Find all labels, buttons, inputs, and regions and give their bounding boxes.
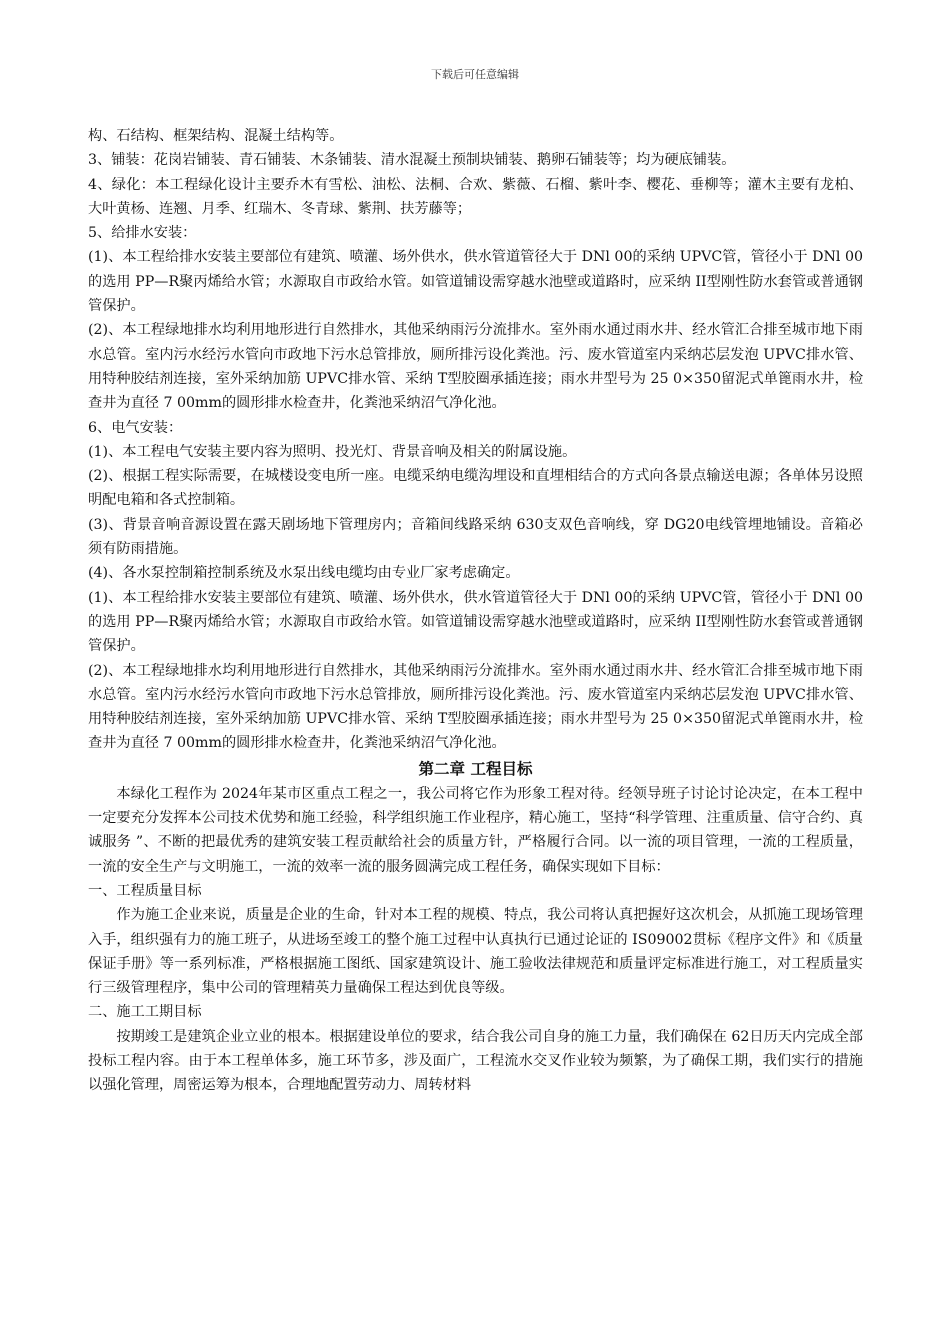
paragraph: 构、石结构、框架结构、混凝土结构等。 (88, 128, 344, 144)
paragraph: 4、绿化：本工程绿化设计主要乔木有雪松、油松、法桐、合欢、紫薇、石榴、紫叶李、樱花、垂柳等；灌木主要有龙柏、大叶黄杨、连翘、月季、红瑞木、冬青球、紫荆、扶芳藤等； (88, 176, 863, 217)
paragraph: (1)、本工程电气安装主要内容为照明、投光灯、背景音响及相关的附属设施。 (88, 443, 577, 460)
section-heading: 二、施工工期目标 (88, 1004, 202, 1021)
chapter-intro: 本绿化工程作为 2024年某市区重点工程之一，我公司将它作为形象工程对待。经领导班子讨论讨论决定，在本工程中一定要充分发挥本公司技术优势和施工经验，科学组织施工作业程序，精心施工，坚持“科学管理、注重质量、信守合约、真诚服务 ”、不断的把最优秀的建筑安装工程贡献给社会的质量方针，严格履行合同。以一流的项目管理，一流的工程质量，一流的安全生产与文明施工，一流的效率一流的服务圆满完成工程任务，确保实现如下目标： (88, 785, 863, 875)
section-heading: 6、电气安装： (88, 419, 183, 436)
paragraph: (1)、本工程给排水安装主要部位有建筑、喷灌、场外供水，供水管道管径大于 DNl 00的采纳 UPVC管，管径小于 DNl 00的选用 PP—R聚丙烯给水管；水源取自市政给水管。如管道铺设需穿越水池壁或道路时，应采纳 II型刚性防水套管或普通钢管保护。 (88, 249, 863, 315)
section-heading: 一、工程质量目标 (88, 882, 202, 899)
paragraph: (3)、背景音响音源设置在露天剧场地下管理房内；音箱间线路采纳 630支双色音响线，穿 DG20电线管埋地铺设。音箱必须有防雨措施。 (88, 516, 863, 558)
section-heading: 5、给排水安装： (88, 225, 197, 242)
paragraph: (2)、根据工程实际需要，在城楼设变电所一座。电缆采纳电缆沟埋设和直埋相结合的方式向各景点输送电源；各单体另设照明配电箱和各式控制箱。 (88, 468, 863, 509)
paragraph: 按期竣工是建筑企业立业的根本。根据建设单位的要求，结合我公司自身的施工力量，我们确保在 62日历天内完成全部投标工程内容。由于本工程单体多，施工环节多，涉及面广，工程流水交叉作业较为频繁，为了确保工期，我们实行的措施以强化管理，周密运筹为根本，合理地配置劳动力、周转材料 (88, 1028, 863, 1094)
paragraph: (2)、本工程绿地排水均利用地形进行自然排水，其他采纳雨污分流排水。室外雨水通过雨水井、经水管汇合排至城市地下雨水总管。室内污水经污水管向市政地下污水总管排放，厕所排污设化粪池。污、废水管道室内采纳芯层发泡 UPVC排水管、用特种胶结剂连接，室外采纳加筋 UPVC排水管、采纳 T型胶圈承插连接；雨水井型号为 25 0×350留泥式单篦雨水井，检查井为直径 7 00mm的圆形排水检查井，化粪池采纳沼气净化池。 (88, 662, 864, 752)
page-header: 下载后可任意编辑 (431, 68, 519, 81)
paragraph: (4)、各水泵控制箱控制系统及水泵出线电缆均由专业厂家考虑确定。 (88, 565, 520, 582)
chapter-title: 第二章 工程目标 (418, 758, 533, 778)
document-body (88, 124, 863, 1098)
paragraph: 作为施工企业来说，质量是企业的生命，针对本工程的规模、特点，我公司将认真把握好这次机会，从抓施工现场管理入手，组织强有力的施工班子，从进场至竣工的整个施工过程中认真执行已通过论证的 IS09002贯标《程序文件》和《质量保证手册》等一系列标准，严格根据施工图纸、国家建筑设计、施工验收法律规范和质量评定标准进行施工，对工程质量实行三级管理程序，集中公司的管理精英力量确保工程达到优良等级。 (88, 907, 863, 997)
paragraph: 3、铺装：花岗岩铺装、青石铺装、木条铺装、清水混凝土预制块铺装、鹅卵石铺装等；均为硬底铺装。 (88, 152, 736, 169)
paragraph: (2)、本工程绿地排水均利用地形进行自然排水，其他采纳雨污分流排水。室外雨水通过雨水井、经水管汇合排至城市地下雨水总管。室内污水经污水管向市政地下污水总管排放，厕所排污设化粪池。污、废水管道室内采纳芯层发泡 UPVC排水管、用特种胶结剂连接，室外采纳加筋 UPVC排水管、采纳 T型胶圈承插连接；雨水井型号为 25 0×350留泥式单篦雨水井，检查井为直径 7 00mm的圆形排水检查井，化粪池采纳沼气净化池。 (88, 322, 864, 412)
paragraph: (1)、本工程给排水安装主要部位有建筑、喷灌、场外供水，供水管道管径大于 DNl 00的采纳 UPVC管，管径小于 DNl 00的选用 PP—R聚丙烯给水管；水源取自市政给水管。如管道铺设需穿越水池壁或道路时，应采纳 II型刚性防水套管或普通钢管保护。 (88, 589, 863, 655)
